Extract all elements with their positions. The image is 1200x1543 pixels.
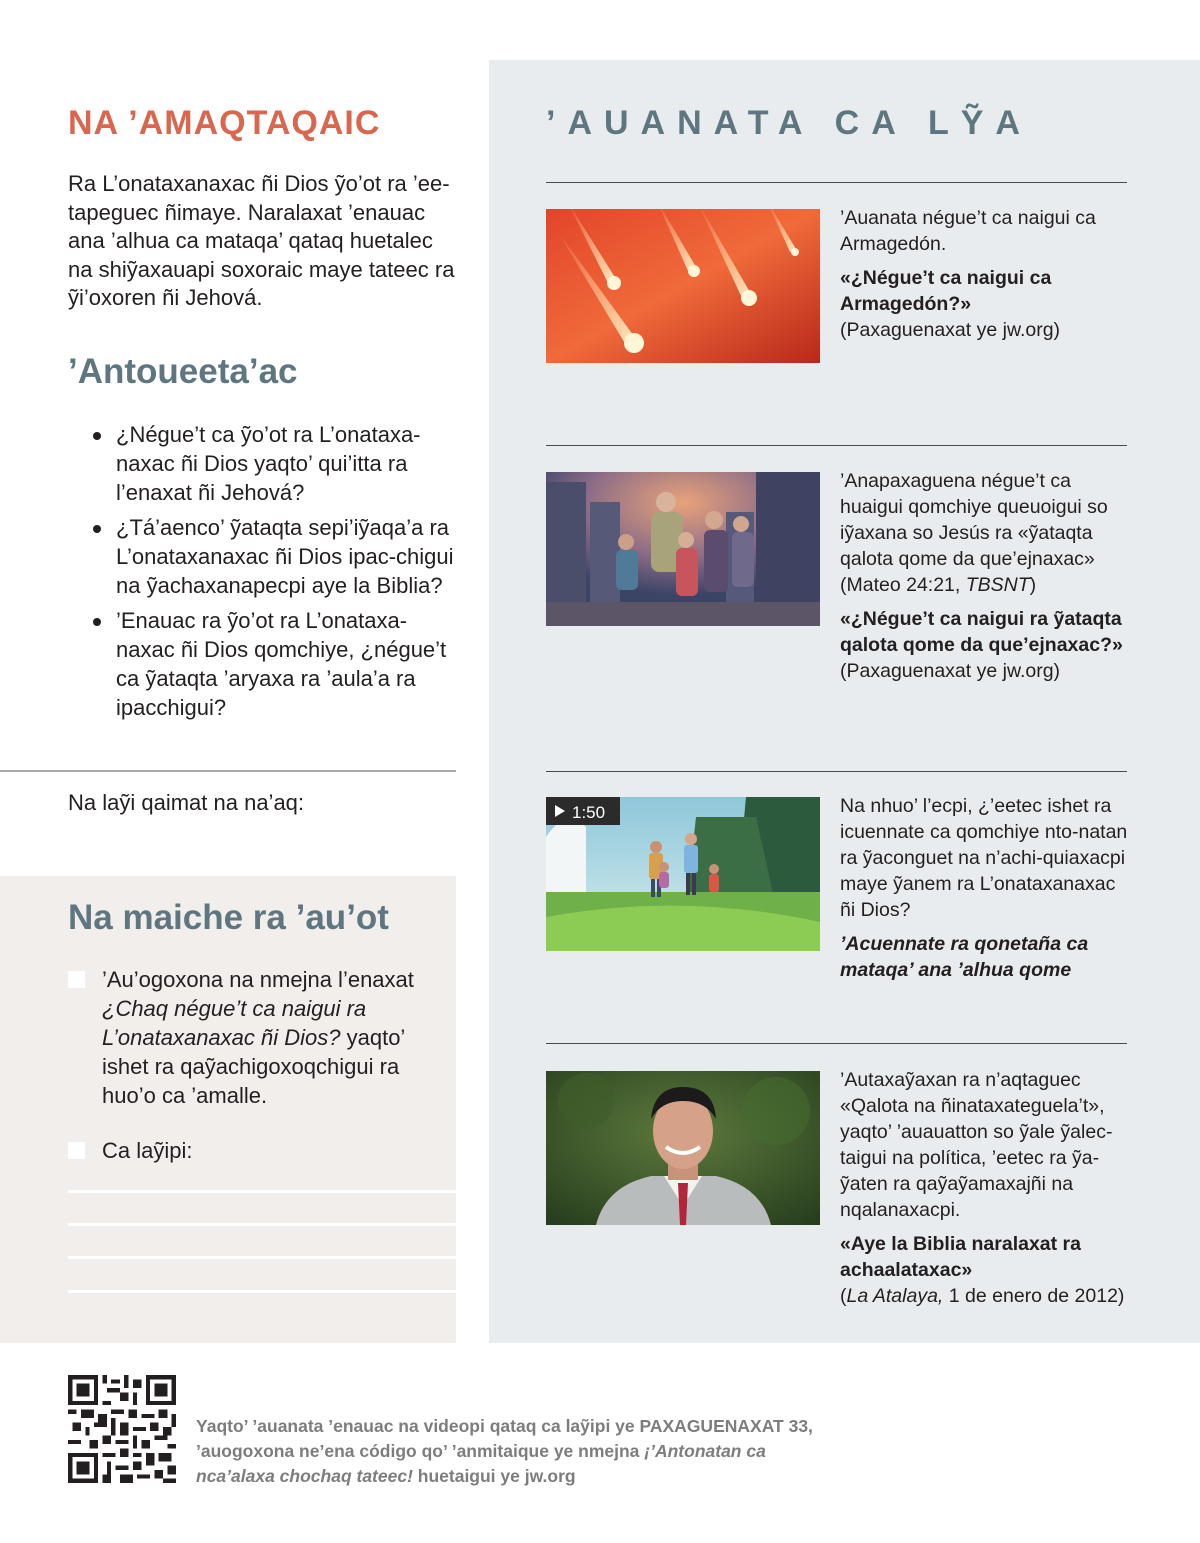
next-question-label: Na laỹi qaimat na na’aq:: [68, 790, 305, 815]
questions-heading: ’Antoueeta’ac: [68, 352, 298, 391]
entry-description: ’Auanata négue’t ca naigui ca Armagedón.: [840, 207, 1096, 255]
meteor-image[interactable]: [546, 209, 820, 363]
footer-note: Yaqto’ ’auanata ’enauac na videopi qataq ca laỹipi ye PAXAGUENAXAT 33, ’auogoxona ne’ena código qo’ ’anmitaique ye nmejna ¡’Antonatan ca nca’alaxa chochaq tateec! huetaigui ye jw.org: [196, 1416, 813, 1486]
entry-paradise-video: [840, 793, 1130, 983]
entry-title-link[interactable]: «¿Négue’t ca naigui ra ỹataqta qalota qome da que’ejnaxac?»: [840, 608, 1123, 656]
divider: [546, 1043, 1127, 1044]
divider: [546, 445, 1127, 446]
entry-description: ’Autaxaỹaxan ra n’aqtaguec «Qalota na ñinataxateguela’t», yaqto’ ’auauatton so ỹale ỹalec-taigui na política, ’eetec ra ỹa-ỹaten ra qaỹaỹamaxajñi na nqalanaxacpi.: [840, 1069, 1113, 1221]
divider: [546, 182, 1127, 183]
entry-title-link[interactable]: «Aye la Biblia naralaxat ra achaalataxac»: [840, 1233, 1081, 1281]
video-thumbnail[interactable]: [546, 797, 820, 951]
question-item: ¿Tá’aenco’ ỹataqta sepi’iỹaqa’a ra L’onataxanaxac ñi Dios ipac-chigui na ỹachaxanapecpi aye la Biblia?: [88, 513, 458, 600]
paradise-illustration: [546, 797, 820, 951]
entry-great-tribulation: [840, 468, 1130, 684]
entry-title-link[interactable]: «¿Négue’t ca naigui ca Armagedón?»: [840, 267, 1052, 315]
entry-armageddon: [840, 205, 1130, 343]
family-illustration: [546, 472, 820, 626]
video-duration: 1:50: [572, 803, 606, 822]
todo-item-text: Ca laỹipi:: [102, 1138, 193, 1163]
writing-line: [68, 1256, 456, 1259]
divider: [546, 771, 1127, 772]
family-city-image[interactable]: [546, 472, 820, 626]
checkbox[interactable]: [68, 1142, 85, 1159]
divider: [0, 770, 456, 772]
entry-source: (La Atalaya, 1 de enero de 2012): [840, 1285, 1125, 1307]
writing-line: [68, 1290, 456, 1293]
question-item: ’Enauac ra ỹo’ot ra L’onataxa-naxac ñi Dios qomchiye, ¿négue’t ca ỹataqta ’aryaxa ra ’aula’a ra ipacchigui?: [88, 606, 458, 722]
portrait-illustration: [546, 1071, 820, 1225]
question-item: ¿Négue’t ca ỹo’ot ra L’onataxa-naxac ñi Dios yaqto’ qui’itta ra l’enaxat ñi Jehová?: [88, 420, 458, 507]
video-duration-badge: [546, 797, 620, 825]
summary-text: Ra L’onataxanaxac ñi Dios ỹo’ot ra ’ee-tapeguec ñimaye. Naralaxat ’enauac ana ’alhua ca mataqa’ qataq huetalec na shiỹaxauapi soxoraic maye tateec ra ỹi’oxoren ñi Jehová.: [68, 171, 455, 310]
todo-item-text: ’Au’ogoxona na nmejna l’enaxat ¿Chaq négue’t ca naigui ra L’onataxanaxac ñi Dios? yaqto’ ishet ra qaỹachigoxoqchigui ra huo’o ca ’amalle.: [102, 967, 414, 1108]
questions-list: [88, 420, 458, 728]
entry-title-link[interactable]: ’Acuennate ra qonetaña ca mataqa’ ana ’alhua qome: [840, 933, 1089, 981]
qr-code[interactable]: [68, 1375, 176, 1483]
writing-line: [68, 1190, 456, 1193]
entry-bible-hope: [840, 1067, 1130, 1309]
checkbox[interactable]: [68, 971, 85, 988]
entry-description: Na nhuo’ l’ecpi, ¿’eetec ishet ra icuennate ca qomchiye nto-natan ra ỹaconguet na n’achi-quiaxacpi maye ỹanem ra L’onataxanaxac ñi Dios?: [840, 795, 1128, 921]
summary-heading: NA ’AMAQTAQAIC: [68, 104, 381, 142]
entry-source: (Paxaguenaxat ye jw.org): [840, 660, 1061, 682]
entry-description: ’Anapaxaguena négue’t ca huaigui qomchiye queuoigui so iỹaxana so Jesús ra «ỹataqta qalota qome da que’ejnaxac» (Mateo 24:21, TBSNT): [840, 470, 1108, 596]
entry-source: (Paxaguenaxat ye jw.org): [840, 319, 1061, 341]
todo-heading: Na maiche ra ’au’ot: [68, 898, 389, 937]
more-heading: ’AUANATA CA LỸA: [546, 104, 1032, 142]
writing-line: [68, 1223, 456, 1226]
man-portrait-image[interactable]: [546, 1071, 820, 1225]
meteor-illustration: [546, 209, 820, 363]
